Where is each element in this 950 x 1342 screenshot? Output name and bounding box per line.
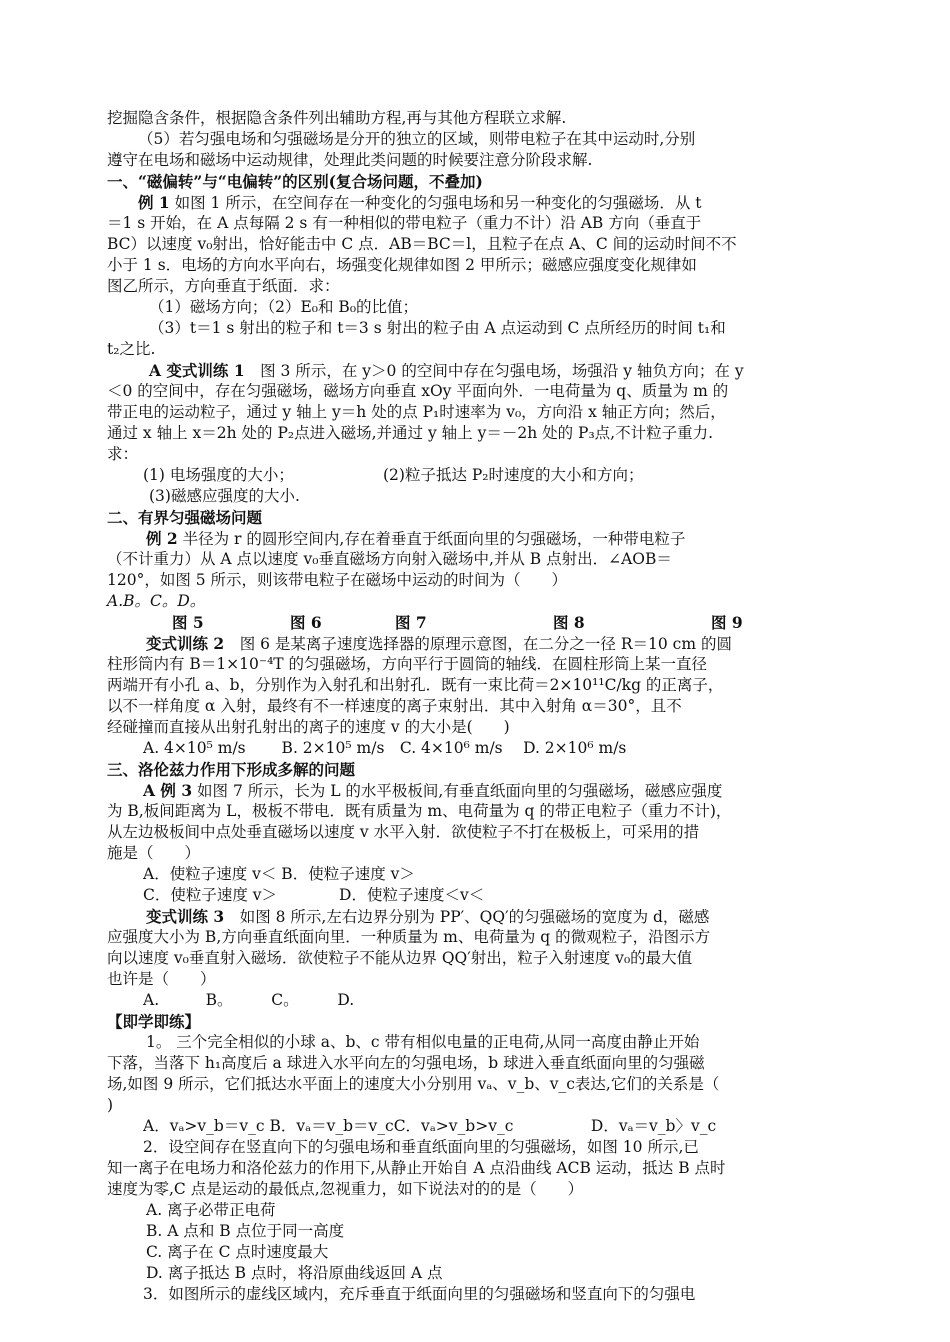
- figure-label-5: 图 5: [172, 613, 204, 632]
- example-1-q12: （1）磁场方向；（2）E₀和 B₀的比值；: [149, 298, 419, 316]
- training-2-choices: A. 4×10⁵ m/s B. 2×10⁵ m/s C. 4×10⁶ m/s D. 2×10⁶ m/s: [143, 739, 627, 757]
- training-2-line-3: 两端开有小孔 a、b，分别作为入射孔和出射孔．既有一束比荷＝2×10¹¹C/kg 的正离子，: [107, 676, 724, 694]
- practice-1-line-4: ): [107, 1096, 114, 1114]
- practice-3-line-1: 3．如图所示的虚线区域内，充斥垂直于纸面向里的匀强磁场和竖直向下的匀强电: [143, 1285, 696, 1303]
- training-1-line-5: 求：: [107, 445, 139, 463]
- training-3-label: 变式训练 3: [146, 907, 225, 926]
- example-2-choices: A.B。C。D。: [107, 592, 206, 610]
- training-1-q1: (1) 电场强度的大小；: [143, 466, 294, 484]
- training-3-text: 如图 8 所示,左右边界分别为 PP′、QQ′的匀强磁场的宽度为 d，磁感: [239, 908, 710, 926]
- example-2-line-3: 120°，如图 5 所示，则该带电粒子在磁场中运动的时间为（ ）: [107, 571, 568, 589]
- practice-1-choices: A．vₐ>v_b＝v_c B．vₐ＝v_b＝v_cC．vₐ>v_b>v_c D．vₐ＝v_b〉v_c: [143, 1117, 717, 1135]
- intro-line-2: （5）若匀强电场和匀强磁场是分开的独立的区域，则带电粒子在其中运动时,分别: [138, 130, 696, 148]
- training-2-label: 变式训练 2: [146, 634, 225, 653]
- example-3-line-3: 从左边极板间中点处垂直磁场以速度 v 水平入射．欲使粒子不打在极板上，可采用的措: [107, 823, 700, 841]
- practice-1-line-1: 1。 三个完全相似的小球 a、b、c 带有相似电量的正电荷,从同一高度由静止开始: [146, 1033, 700, 1051]
- example-3-text: 如图 7 所示，长为 L 的水平极板间,有垂直纸面向里的匀强磁场，磁感应强度: [197, 782, 723, 800]
- example-3-line-1: [143, 780, 722, 802]
- example-3-choices-1: A．使粒子速度 v＜ B．使粒子速度 v＞: [143, 865, 415, 883]
- figure-label-6: 图 6: [290, 613, 322, 632]
- example-3-line-4: 施是（ ）: [107, 844, 201, 862]
- example-3-choices-2: C．使粒子速度 v＞ D．使粒子速度＜v＜: [143, 886, 485, 904]
- training-1-line-3: 带正电的运动粒子，通过 y 轴上 y＝h 处的点 P₁时速率为 v₀，方向沿 x 轴正方向；然后，: [107, 403, 726, 421]
- practice-2-option-d: D. 离子抵达 B 点时，将沿原曲线返回 A 点: [146, 1264, 443, 1282]
- example-2-line-1: [146, 528, 685, 550]
- practice-1-line-2: 下落，当落下 h₁高度后 a 球进入水平向左的匀强电场，b 球进入垂直纸面向里的匀强磁: [107, 1054, 705, 1072]
- example-1-q3-line-1: （3）t＝1 s 射出的粒子和 t＝3 s 射出的粒子由 A 点运动到 C 点所经历的时间 t₁和: [149, 319, 726, 337]
- practice-2-option-b: B. A 点和 B 点位于同一高度: [146, 1222, 345, 1240]
- example-1-line-4: 小于 1 s．电场的方向水平向右，场强变化规律如图 2 甲所示；磁感应强度变化规律如: [107, 256, 697, 274]
- training-1-line-2: ＜0 的空间中，存在匀强磁场，磁场方向垂直 xOy 平面向外．一电荷量为 q、质量为 m 的: [107, 382, 729, 400]
- training-3-line-4: 也许是（ ）: [107, 970, 216, 988]
- example-3-line-2: 为 B,板间距离为 L，极板不带电．既有质量为 m、电荷量为 q 的带正电粒子（重力不计)，: [107, 802, 732, 820]
- training-1-q3: (3)磁感应强度的大小.: [149, 487, 300, 505]
- section-1-heading: 一、“磁偏转”与“电偏转”的区别(复合场问题，不叠加): [107, 172, 483, 191]
- example-1-q3-line-2: t₂之比.: [107, 340, 156, 358]
- training-3-line-1: [146, 906, 709, 928]
- figure-label-9: 图 9: [711, 613, 743, 632]
- intro-line-1: 挖掘隐含条件，根据隐含条件列出辅助方程,再与其他方程联立求解.: [107, 109, 567, 127]
- training-1-line-4: 通过 x 轴上 x＝2h 处的 P₂点进入磁场,并通过 y 轴上 y＝－2h 处的 P₃点,不计粒子重力.: [107, 424, 714, 442]
- training-3-line-3: 向以速度 v₀垂直射入磁场．欲使粒子不能从边界 QQ′射出，粒子入射速度 v₀的最大值: [107, 949, 693, 967]
- training-1-label: A 变式训练 1: [149, 361, 245, 380]
- intro-line-3: 遵守在电场和磁场中运动规律，处理此类问题的时候要注意分阶段求解.: [107, 151, 593, 169]
- section-3-heading: 三、洛伦兹力作用下形成多解的问题: [107, 760, 356, 779]
- practice-2-line-3: 速度为零,C 点是运动的最低点,忽视重力，如下说法对的的是（ ）: [107, 1180, 584, 1198]
- example-1-label: 例 1: [138, 193, 170, 212]
- example-2-label: 例 2: [146, 529, 178, 548]
- training-3-line-2: 应强度大小为 B,方向垂直纸面向里．一种质量为 m、电荷量为 q 的微观粒子，沿图示方: [107, 928, 711, 946]
- training-2-line-5: 经碰撞而直接从出射孔射出的离子的速度 v 的大小是( ): [107, 718, 510, 736]
- practice-1-line-3: 场,如图 9 所示，它们抵达水平面上的速度大小分别用 vₐ、v_b、v_c表达,它们的关系是（: [107, 1075, 720, 1093]
- practice-2-line-2: 知一离子在电场力和洛伦兹力的作用下,从静止开始自 A 点沿曲线 ACB 运动，抵达 B 点时: [107, 1159, 726, 1177]
- training-2-line-4: 以不一样角度 α 入射，最终有不一样速度的离子束射出．其中入射角 α＝30°，且不: [107, 697, 682, 715]
- training-2-text: 图 6 是某离子速度选择器的原理示意图，在二分之一径 R＝10 cm 的圆: [239, 635, 732, 653]
- example-3-label: A 例 3: [143, 781, 193, 800]
- example-1-line-1: [138, 192, 702, 214]
- practice-2-line-1: 2．设空间存在竖直向下的匀强电场和垂直纸面向里的匀强磁场，如图 10 所示,已: [143, 1138, 699, 1156]
- figure-label-8: 图 8: [553, 613, 585, 632]
- example-2-line-2: （不计重力）从 A 点以速度 v₀垂直磁场方向射入磁场中,并从 B 点射出．∠AOB＝: [107, 550, 672, 568]
- training-1-text: 图 3 所示，在 y＞0 的空间中存在匀强电场，场强沿 y 轴负方向；在 y: [260, 362, 744, 380]
- practice-2-option-a: A. 离子必带正电荷: [146, 1201, 276, 1219]
- example-1-text: 如图 1 所示，在空间存在一种变化的匀强电场和另一种变化的匀强磁场．从 t: [174, 194, 702, 212]
- training-1-q2: (2)粒子抵达 P₂时速度的大小和方向；: [383, 466, 644, 484]
- training-1-line-1: [149, 360, 744, 382]
- training-2-line-2: 柱形筒内有 B＝1×10⁻⁴T 的匀强磁场，方向平行于圆筒的轴线．在圆柱形筒上某一直径: [107, 655, 708, 673]
- figure-label-7: 图 7: [395, 613, 427, 632]
- training-3-choices: A. B。 C。 D.: [143, 991, 355, 1009]
- example-1-line-2: ＝1 s 开始，在 A 点每隔 2 s 有一种相似的带电粒子（重力不计）沿 AB 方向（垂直于: [107, 214, 702, 232]
- practice-2-option-c: C. 离子在 C 点时速度最大: [146, 1243, 329, 1261]
- section-2-heading: 二、有界匀强磁场问题: [107, 508, 263, 527]
- practice-heading: 【即学即练】: [107, 1012, 201, 1031]
- example-2-text: 半径为 r 的圆形空间内,存在着垂直于纸面向里的匀强磁场，一种带电粒子: [182, 530, 686, 548]
- training-2-line-1: [146, 633, 732, 655]
- example-1-line-3: BC）以速度 v₀射出，恰好能击中 C 点．AB＝BC＝l，且粒子在点 A、C 间的运动时间不不: [107, 235, 737, 253]
- example-1-line-5: 图乙所示，方向垂直于纸面．求：: [107, 277, 340, 295]
